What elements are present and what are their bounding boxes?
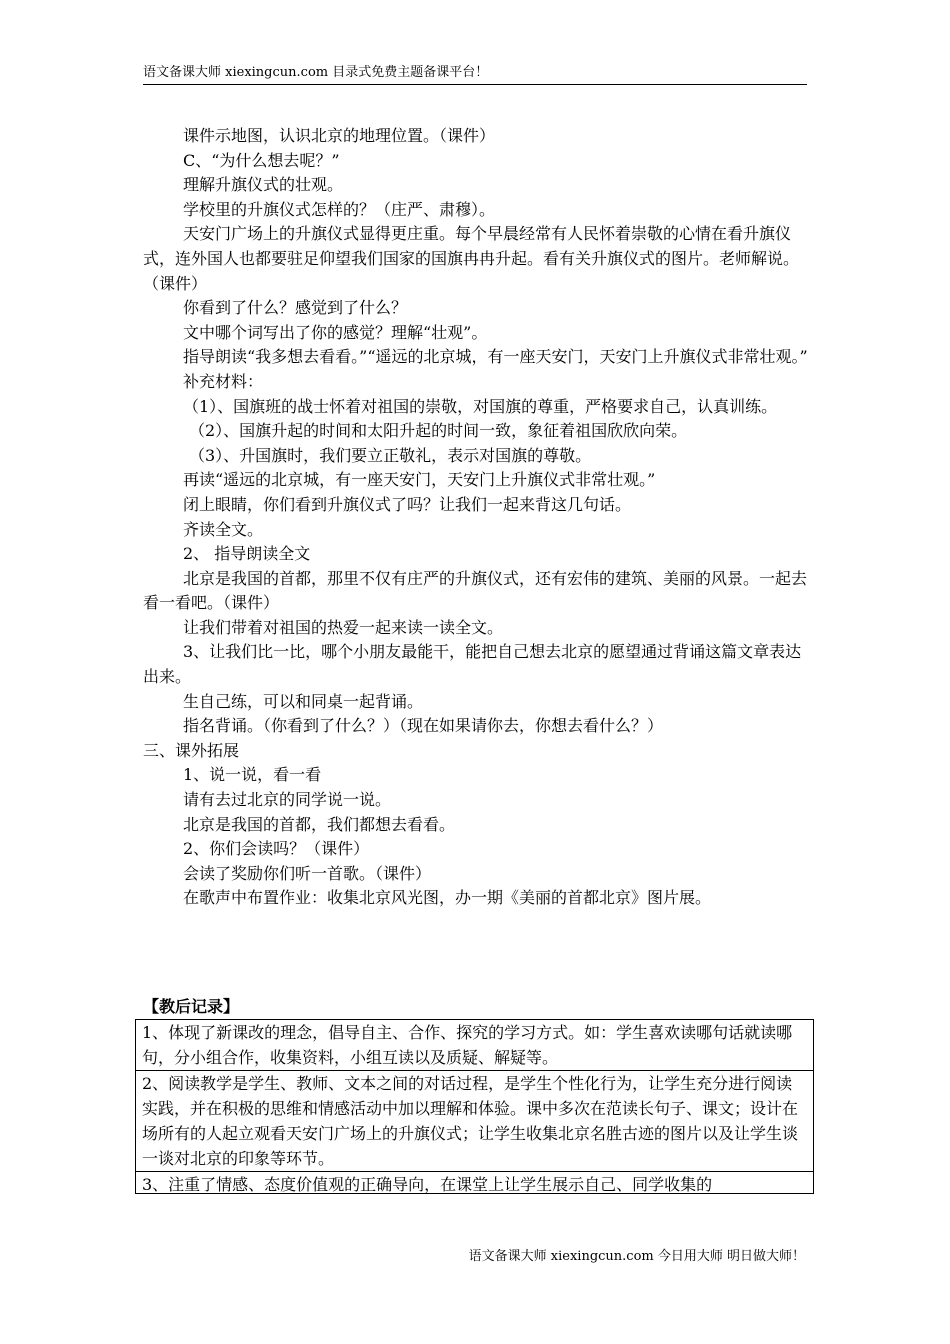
paragraph: 再读“遥远的北京城，有一座天安门，天安门上升旗仪式非常壮观。”: [183, 470, 656, 490]
paragraph: 你看到了什么？感觉到了什么？: [183, 298, 408, 318]
paragraph: 理解升旗仪式的壮观。: [183, 175, 344, 195]
paragraph: 课件示地图，认识北京的地理位置。（课件）: [183, 126, 496, 145]
paragraph: 补充材料：: [183, 371, 264, 391]
paragraph: 在歌声中布置作业：收集北京风光图，办一期《美丽的首都北京》图片展。: [183, 888, 712, 908]
paragraph: 请有去过北京的同学说一说。: [183, 790, 392, 810]
paragraph: 文中哪个词写出了你的感觉？理解“壮观”。: [183, 322, 488, 342]
paragraph: 2、 指导朗读全文: [183, 544, 311, 564]
paragraph: （1）、国旗班的战士怀着对祖国的崇敬，对国旗的尊重，严格要求自己，认真训练。: [183, 396, 778, 416]
paragraph: 2、你们会读吗？（课件）: [183, 839, 370, 859]
paragraph: （3）、升国旗时，我们要立正敬礼，表示对国旗的尊敬。: [189, 445, 592, 465]
paragraph: 北京是我国的首都，我们都想去看看。: [183, 814, 456, 834]
record-item: 1、体现了新课改的理念，倡导自主、合作、探究的学习方式。如：学生喜欢读哪句话就读哪句，分小组合作，收集资料，小组互读以及质疑、解疑等。: [136, 1020, 813, 1071]
paragraph: 齐读全文。: [183, 519, 264, 539]
paragraph: 学校里的升旗仪式怎样的？（庄严、肃穆）。: [183, 199, 496, 219]
paragraph: 指导朗读“我多想去看看。”“遥远的北京城，有一座天安门，天安门上升旗仪式非常壮观。”: [183, 347, 808, 367]
paragraph: 1、说一说，看一看: [183, 765, 322, 785]
section-heading: 三、课外拓展: [143, 740, 240, 760]
paragraph: 闭上眼睛，你们看到升旗仪式了吗？让我们一起来背这几句话。: [183, 494, 632, 514]
paragraph: C、“为什么想去呢？”: [183, 150, 340, 170]
paragraph: 指名背诵。（你看到了什么？）（现在如果请你去，你想去看什么？）: [183, 716, 664, 736]
paragraph: 让我们带着对祖国的热爱一起来读一读全文。: [183, 617, 504, 637]
lesson-body: [143, 124, 809, 911]
record-item: 3、注重了情感、态度价值观的正确导向，在课堂上让学生展示自己、同学收集的: [142, 1175, 713, 1194]
paragraph: 天安门广场上的升旗仪式显得更庄重。每个早晨经常有人民怀着崇敬的心情在看升旗仪式，连外国人也都要驻足仰望我们国家的国旗冉冉升起。看有关升旗仪式的图片。老师解说。（课件）: [143, 224, 800, 293]
paragraph: 3、让我们比一比，哪个小朋友最能干，能把自己想去北京的愿望通过背诵这篇文章表达出来。: [143, 642, 802, 687]
page-header: 语文备课大师 xiexingcun.com 目录式免费主题备课平台！: [143, 64, 807, 85]
paragraph: 会读了奖励你们听一首歌。（课件）: [183, 863, 432, 883]
page-footer: 语文备课大师 xiexingcun.com 今日用大师 明日做大师！: [468, 1249, 805, 1264]
record-table: [135, 1019, 814, 1194]
record-item: 2、阅读教学是学生、教师、文本之间的对话过程，是学生个性化行为，让学生充分进行阅读实践，并在积极的思维和情感活动中加以理解和体验。课中多次在范读长句子、课文；设计在场所有的人起立观看天安门广场上的升旗仪式；让学生收集北京名胜古迹的图片以及让学生谈一谈对北京的印象等环节。: [136, 1071, 813, 1172]
paragraph: 生自己练，可以和同桌一起背诵。: [183, 691, 424, 711]
paragraph: （2）、国旗升起的时间和太阳升起的时间一致，象征着祖国欣欣向荣。: [189, 421, 688, 441]
paragraph: 北京是我国的首都，那里不仅有庄严的升旗仪式，还有宏伟的建筑、美丽的风景。一起去看一看吧。（课件）: [143, 568, 808, 613]
record-title: 【教后记录】: [143, 997, 240, 1016]
